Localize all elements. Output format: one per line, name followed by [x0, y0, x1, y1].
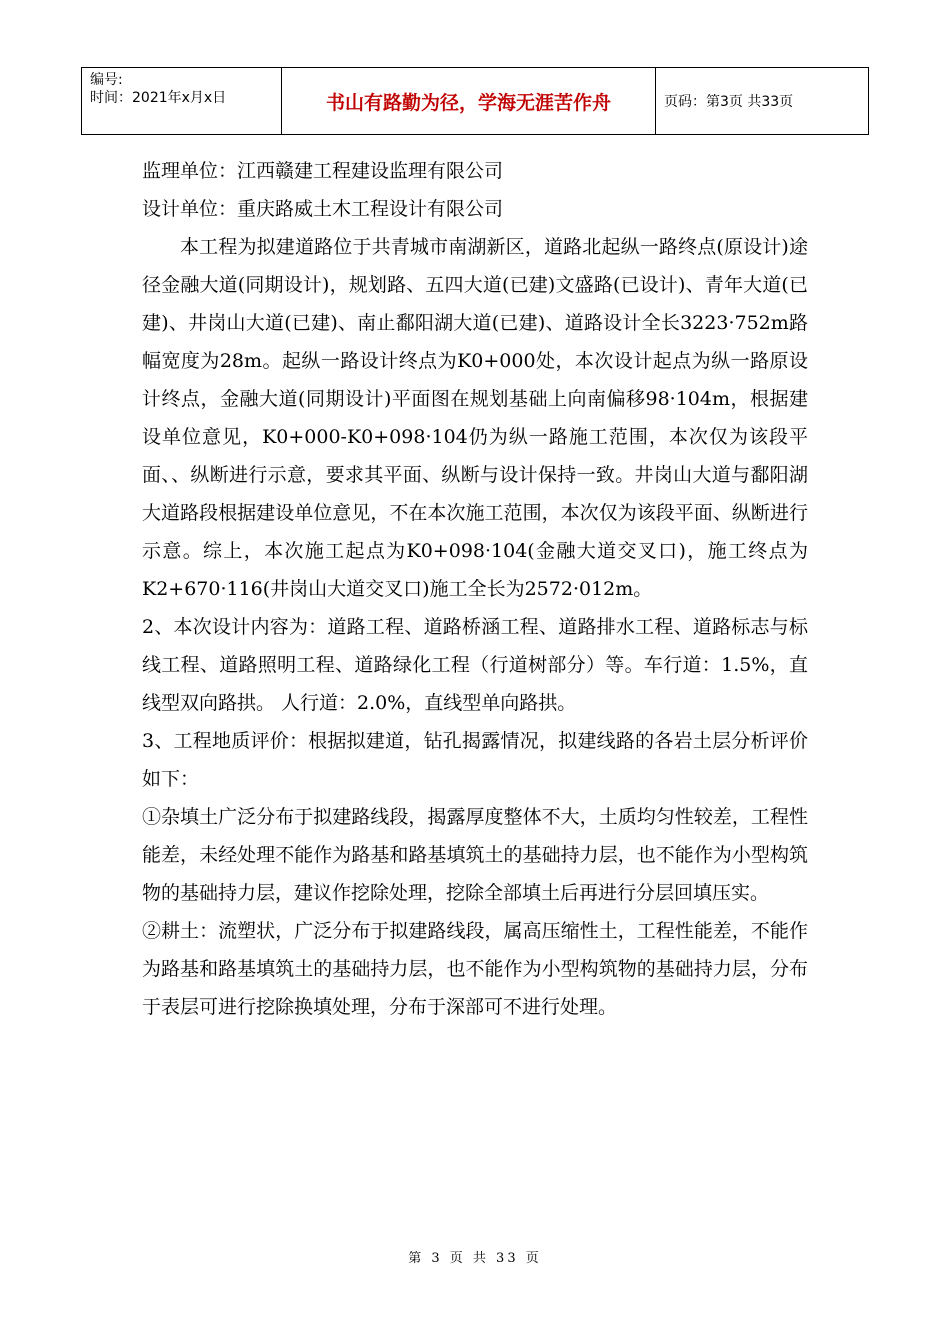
geology-paragraph: 3、工程地质评价：根据拟建道，钻孔揭露情况，拟建线路的各岩土层分析评价如下： — [142, 730, 808, 790]
number-label: 编号: — [90, 72, 123, 88]
overview-paragraph: 本工程为拟建道路位于共青城市南湖新区，道路北起纵一路终点(原设计)途径金融大道(同期设计)，规划路、五四大道(已建)文盛路(已设计)、青年大道(已建)、井岗山大道(已建)、南止鄱阳湖大道(已建)、道路设计全长3223·752m路幅宽度为28m。起纵一路设计终点为K0+000处，本次设计起点为纵一路原设计终点，金融大道(同期设计)平面图在规划基础上向南偏移98·104m，根据建设单位意见，K0+000-K0+098·104仍为纵一路施工范围，本次仅为该段平面、、纵断进行示意，要求其平面、纵断与设计保持一致。井岗山大道与鄱阳湖大道路段根据建设单位意见，不在本次施工范围，本次仅为该段平面、纵断进行示意。综上，本次施工起点为K0+098·104(金融大道交叉口)，施工终点为K2+670·116(井岗山大道交叉口)施工全长为2572·012m。 — [142, 236, 808, 600]
designer-line: 设计单位：重庆路威土木工程设计有限公司 — [142, 198, 504, 220]
header-left-cell — [82, 68, 282, 134]
supervisor-line: 监理单位：江西赣建工程建设监理有限公司 — [142, 160, 504, 182]
till-soil-paragraph: ②耕土：流塑状，广泛分布于拟建路线段，属高压缩性土，工程性能差，不能作为路基和路基填筑土的基础持力层，也不能作为小型构筑物的基础持力层，分布于表层可进行挖除换填处理，分布于深部可不进行处理。 — [142, 920, 808, 1018]
header-motto: 书山有路勤为径，学海无涯苦作舟 — [282, 68, 656, 134]
date-label: 时间：2021年x月x日 — [90, 90, 227, 106]
scope-paragraph: 2、本次设计内容为：道路工程、道路桥涵工程、道路排水工程、道路标志与标线工程、道路照明工程、道路绿化工程（行道树部分）等。车行道：1.5%，直线型双向路拱。 人行道：2.0%，直线型单向路拱。 — [142, 616, 808, 714]
fill-soil-paragraph: ①杂填土广泛分布于拟建路线段，揭露厚度整体不大，土质均匀性较差，工程性能差，未经处理不能作为路基和路基填筑土的基础持力层，也不能作为小型构筑物的基础持力层，建议作挖除处理，挖除全部填土后再进行分层回填压实。 — [142, 806, 808, 904]
document-body — [142, 152, 808, 1026]
header-page-info: 页码：第3页 共33页 — [664, 94, 794, 110]
page-footer: 第 3 页 共 33 页 — [408, 1251, 542, 1266]
page-header — [81, 67, 869, 135]
